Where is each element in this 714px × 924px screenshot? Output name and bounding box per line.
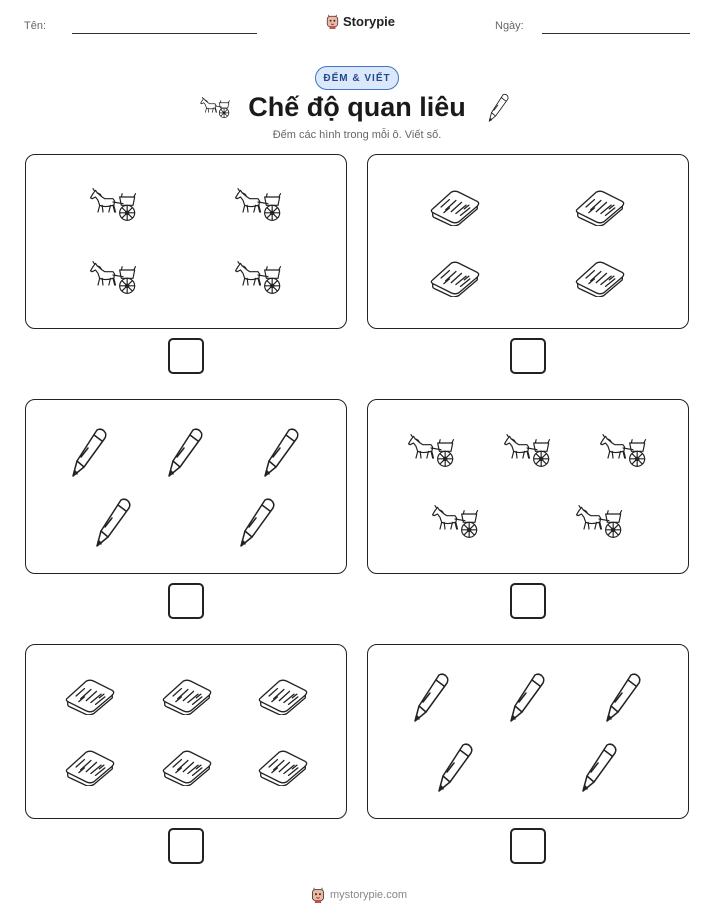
tablet-book-icon <box>161 748 213 786</box>
horse-carriage-icon <box>233 187 283 222</box>
tablet-book-icon <box>574 259 626 297</box>
tablet-book-icon <box>64 748 116 786</box>
answer-box-5[interactable] <box>168 828 204 864</box>
brand-logo <box>325 13 395 30</box>
pen-icon <box>508 672 548 724</box>
horse-carriage-icon <box>598 433 648 468</box>
counting-panel-2 <box>367 154 689 329</box>
pen-icon <box>166 427 206 479</box>
pen-icon <box>436 742 476 794</box>
horse-carriage-icon <box>88 187 138 222</box>
counting-panel-4 <box>367 399 689 574</box>
pen-icon <box>580 742 620 794</box>
pen-icon <box>487 93 511 123</box>
name-label: Tên: <box>24 20 47 32</box>
page-title: Chế độ quan liêu <box>248 92 466 122</box>
tablet-book-icon <box>161 677 213 715</box>
footer-url[interactable]: mystorypie.com <box>330 889 408 901</box>
horse-carriage-icon <box>502 433 552 468</box>
counting-panel-3 <box>25 399 347 574</box>
counting-panel-5 <box>25 644 347 819</box>
answer-box-3[interactable] <box>168 583 204 619</box>
pen-icon <box>70 427 110 479</box>
pen-icon <box>412 672 452 724</box>
tablet-book-icon <box>257 748 309 786</box>
answer-box-2[interactable] <box>510 338 546 374</box>
tablet-book-icon <box>429 259 481 297</box>
horse-carriage-icon <box>406 433 456 468</box>
horse-carriage-icon <box>233 260 283 295</box>
answer-box-1[interactable] <box>168 338 204 374</box>
tablet-book-icon <box>257 677 309 715</box>
brand-name: Storypie <box>343 14 396 29</box>
tablet-book-icon <box>429 188 481 226</box>
pen-icon <box>262 427 302 479</box>
activity-badge: ĐẾM & VIẾT <box>315 66 399 90</box>
footer <box>310 886 407 904</box>
counting-panel-6 <box>367 644 689 819</box>
answer-box-4[interactable] <box>510 583 546 619</box>
tablet-book-icon <box>64 677 116 715</box>
pen-icon <box>94 497 134 549</box>
name-line[interactable] <box>72 33 257 34</box>
counting-panel-1 <box>25 154 347 329</box>
pen-icon <box>604 672 644 724</box>
date-label: Ngày: <box>495 20 524 32</box>
storypie-mascot-icon <box>325 13 340 30</box>
horse-carriage-icon <box>88 260 138 295</box>
horse-carriage-icon <box>430 504 480 539</box>
storypie-mascot-icon <box>310 886 326 904</box>
instructions: Đếm các hình trong mỗi ô. Viết số. <box>272 129 442 141</box>
pen-icon <box>238 497 278 549</box>
tablet-book-icon <box>574 188 626 226</box>
date-line[interactable] <box>542 33 690 34</box>
horse-carriage-icon <box>574 504 624 539</box>
answer-box-6[interactable] <box>510 828 546 864</box>
